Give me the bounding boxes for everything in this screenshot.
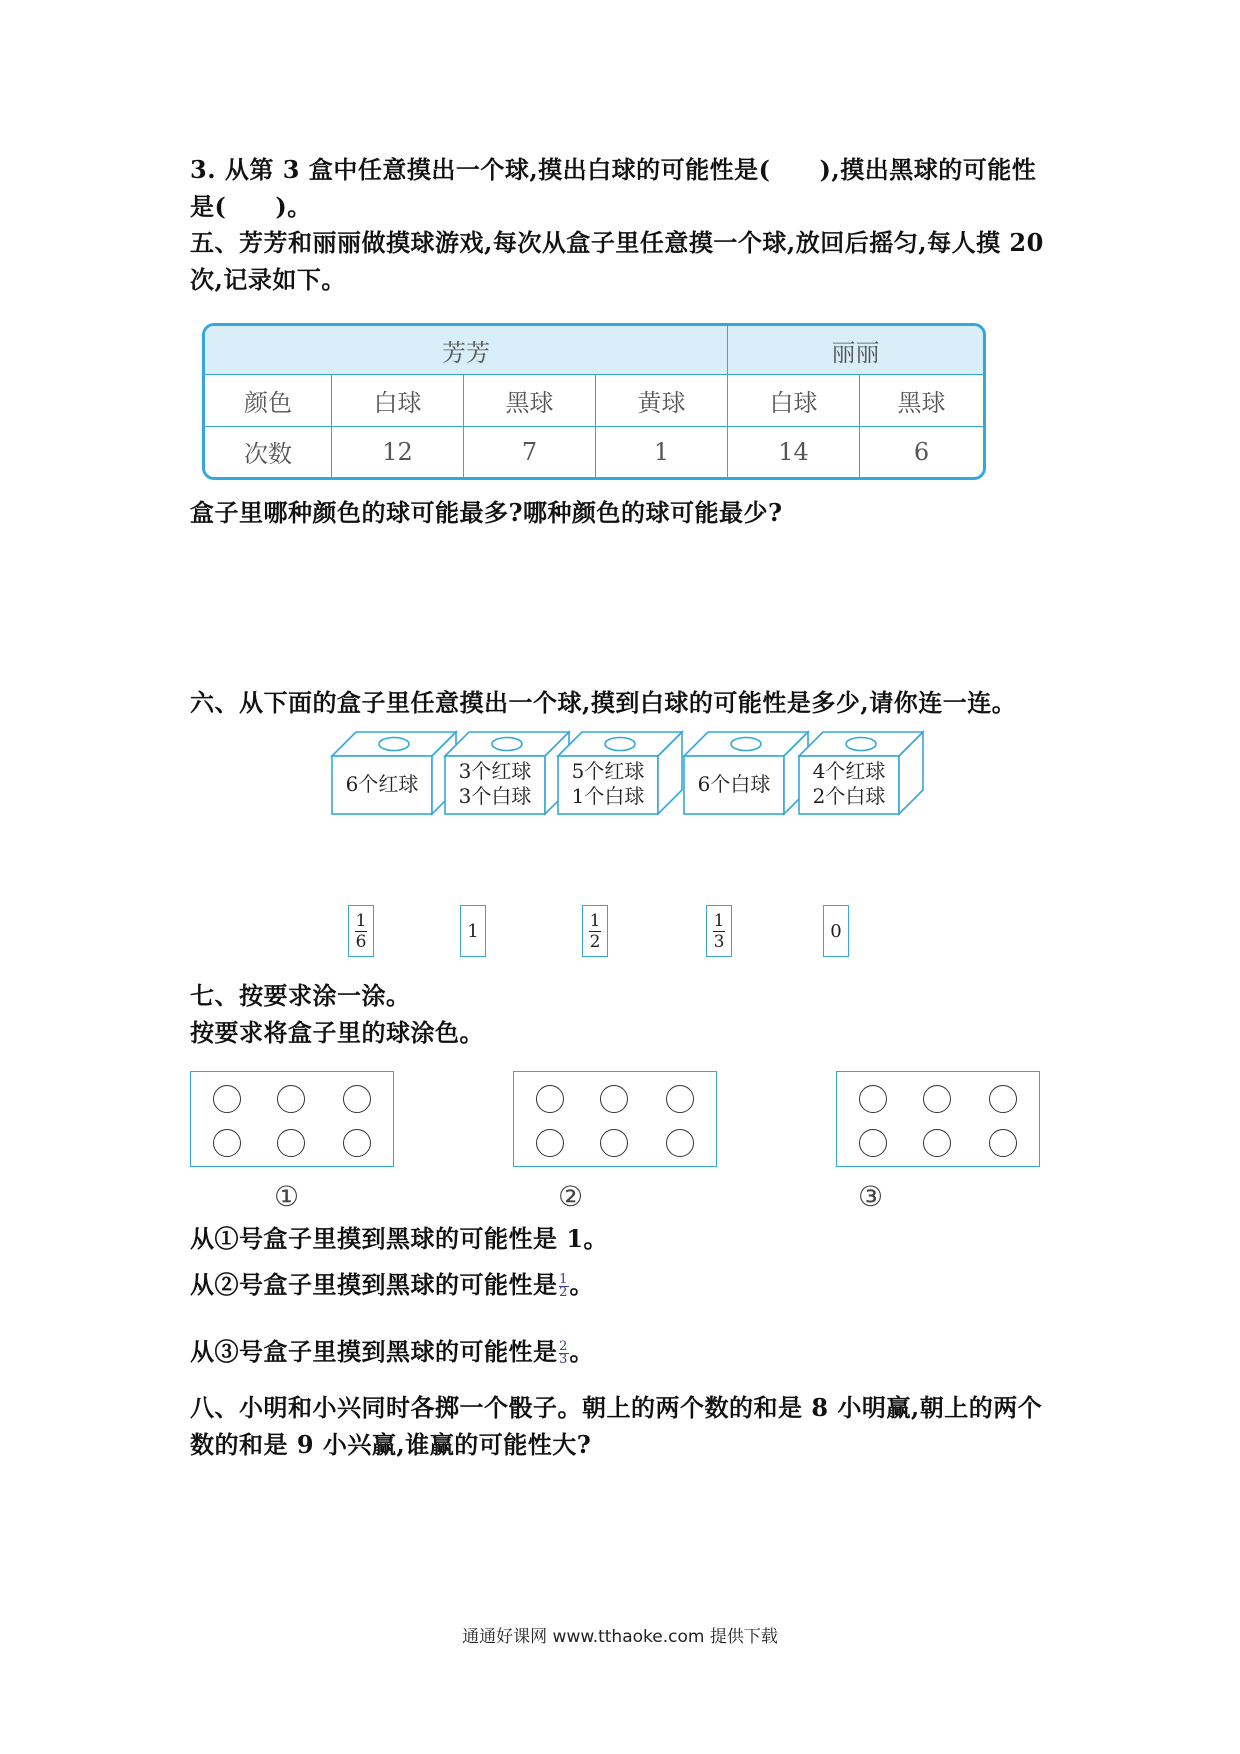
- card-value: 0: [830, 920, 842, 942]
- box-text: 4个红球: [812, 759, 886, 783]
- table-cell-color: 白球: [728, 375, 860, 427]
- q3-line1: 3. 从第 3 盒中任意摸出一个球,摸出白球的可能性是( ),摸出黑球的可能性: [190, 155, 1037, 184]
- ball-circle[interactable]: [343, 1129, 371, 1157]
- ball-circle[interactable]: [600, 1085, 628, 1113]
- fraction-denominator: 2: [559, 1285, 568, 1300]
- ball-circle[interactable]: [343, 1085, 371, 1113]
- q7-line3-text: 从③号盒子里摸到黑球的可能性是: [190, 1337, 558, 1366]
- box-text: 3个红球: [458, 759, 532, 783]
- card-denominator: 2: [589, 931, 601, 952]
- row-count-label: 次数: [205, 427, 332, 477]
- box-text: 1个白球: [571, 784, 645, 808]
- ball-circle[interactable]: [536, 1129, 564, 1157]
- ball-circle[interactable]: [989, 1129, 1017, 1157]
- q3-line2: 是( )。: [190, 192, 312, 221]
- box-cube: [443, 730, 571, 818]
- probability-card[interactable]: [706, 905, 732, 957]
- card-denominator: 6: [355, 931, 367, 952]
- ball-circle[interactable]: [989, 1085, 1017, 1113]
- fraction-numerator: 2: [559, 1339, 568, 1354]
- card-denominator: 3: [713, 931, 725, 952]
- q5-line2: 次,记录如下。: [190, 265, 346, 294]
- group-fangfang: 芳芳: [205, 326, 728, 375]
- row-color-label: 颜色: [205, 375, 332, 427]
- box-cube: [797, 730, 925, 818]
- card-numerator: 1: [713, 910, 725, 931]
- ball-circle[interactable]: [666, 1129, 694, 1157]
- card-numerator: 1: [589, 910, 601, 931]
- box-text: 6个红球: [345, 771, 419, 796]
- ball-circle[interactable]: [600, 1129, 628, 1157]
- q7-line2: [190, 1266, 594, 1304]
- q7-subtitle: 按要求将盒子里的球涂色。: [190, 1018, 484, 1047]
- probability-card[interactable]: [582, 905, 608, 957]
- probability-card[interactable]: [460, 905, 486, 957]
- fraction: [559, 1274, 569, 1299]
- box-text: 3个白球: [458, 784, 532, 808]
- ball-box-2: [513, 1071, 717, 1167]
- box-text: 5个红球: [571, 759, 645, 783]
- box-text: 6个白球: [697, 771, 771, 796]
- ball-circle[interactable]: [859, 1129, 887, 1157]
- ball-circle[interactable]: [277, 1085, 305, 1113]
- q7-line2-end: 。: [569, 1270, 594, 1299]
- ball-circle[interactable]: [277, 1129, 305, 1157]
- table-cell-count: 1: [596, 427, 728, 477]
- footer-credit: 通通好课网 www.tthaoke.com 提供下载: [462, 1627, 778, 1647]
- box-number: ②: [558, 1180, 584, 1213]
- box-number: ③: [858, 1180, 884, 1213]
- table-cell-color: 黑球: [464, 375, 596, 427]
- box-cube: [556, 730, 684, 818]
- ball-box-1: [190, 1071, 394, 1167]
- q7-line3: [190, 1333, 594, 1371]
- table-cell-count: 12: [332, 427, 464, 477]
- q5-question: 盒子里哪种颜色的球可能最多?哪种颜色的球可能最少?: [190, 498, 783, 527]
- table-cell-color: 白球: [332, 375, 464, 427]
- ball-circle[interactable]: [666, 1085, 694, 1113]
- ball-box-3: [836, 1071, 1040, 1167]
- q7-line3-end: 。: [569, 1337, 594, 1366]
- box-number: ①: [274, 1180, 300, 1213]
- table-cell-count: 14: [728, 427, 860, 477]
- group-lili: 丽丽: [728, 326, 983, 375]
- record-table: [202, 323, 986, 480]
- card-value: 1: [467, 920, 479, 942]
- ball-circle[interactable]: [213, 1129, 241, 1157]
- probability-card[interactable]: [348, 905, 374, 957]
- box-text: 2个白球: [812, 784, 886, 808]
- ball-circle[interactable]: [859, 1085, 887, 1113]
- ball-circle[interactable]: [923, 1129, 951, 1157]
- q7-line1: 从①号盒子里摸到黑球的可能性是 1。: [190, 1224, 609, 1253]
- ball-circle[interactable]: [536, 1085, 564, 1113]
- q5-line1: 五、芳芳和丽丽做摸球游戏,每次从盒子里任意摸一个球,放回后摇匀,每人摸 20: [190, 228, 1044, 257]
- fraction-denominator: 3: [559, 1352, 568, 1367]
- ball-circle[interactable]: [923, 1085, 951, 1113]
- card-numerator: 1: [355, 910, 367, 931]
- probability-card[interactable]: [823, 905, 849, 957]
- fraction-numerator: 1: [559, 1272, 568, 1287]
- ball-circle[interactable]: [213, 1085, 241, 1113]
- q8-line2: 数的和是 9 小兴赢,谁赢的可能性大?: [190, 1430, 592, 1459]
- q8-line1: 八、小明和小兴同时各掷一个骰子。朝上的两个数的和是 8 小明赢,朝上的两个: [190, 1393, 1043, 1422]
- table-cell-color: 黄球: [596, 375, 728, 427]
- q6-title: 六、从下面的盒子里任意摸出一个球,摸到白球的可能性是多少,请你连一连。: [190, 688, 1017, 717]
- box-cube: [330, 730, 458, 818]
- box-cube: [682, 730, 810, 818]
- fraction: [559, 1341, 569, 1366]
- q7-title: 七、按要求涂一涂。: [190, 981, 411, 1010]
- table-cell-color: 黑球: [860, 375, 983, 427]
- table-cell-count: 7: [464, 427, 596, 477]
- q7-line2-text: 从②号盒子里摸到黑球的可能性是: [190, 1270, 558, 1299]
- table-cell-count: 6: [913, 437, 930, 466]
